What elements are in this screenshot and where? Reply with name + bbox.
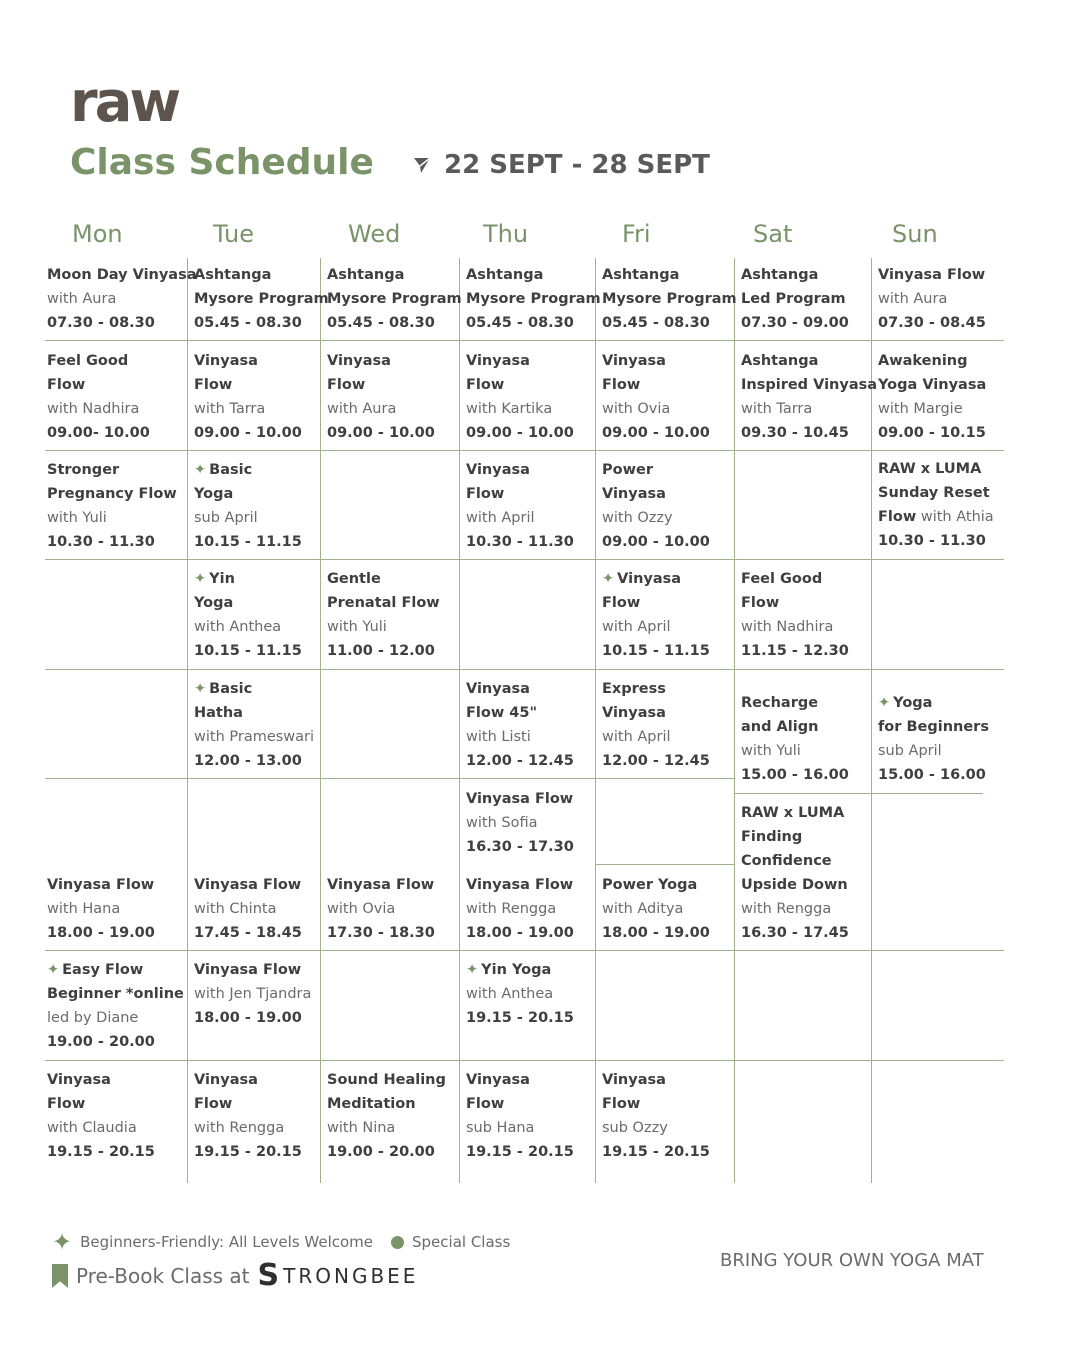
class-title-text: 09.00 - 10.00 (194, 425, 302, 441)
class-cell[interactable] (47, 958, 184, 1054)
class-title-text: 19.15 - 20.15 (602, 1144, 710, 1160)
class-cell[interactable] (327, 873, 435, 945)
instructor-text: with Rengga (741, 901, 832, 917)
class-title-text: Mysore Program (466, 291, 601, 307)
class-title-text: 12.00 - 12.45 (602, 753, 710, 769)
class-cell[interactable] (878, 349, 986, 445)
class-title-text: 10.30 - 11.30 (47, 534, 155, 550)
class-title-text: 10.15 - 11.15 (194, 643, 302, 659)
strongbee-mark-icon: S (257, 1258, 280, 1293)
sparkle-star-icon: ✦ (47, 962, 60, 978)
class-cell[interactable] (602, 263, 737, 335)
date-range-text: 22 SEPT - 28 SEPT (444, 150, 710, 180)
class-cell[interactable] (878, 263, 986, 335)
class-cell[interactable] (194, 958, 311, 1030)
class-cell[interactable] (47, 873, 155, 945)
class-title-text: Vinyasa (466, 681, 530, 697)
class-title-text: Mysore Program (194, 291, 329, 307)
instructor-text: with Nina (327, 1120, 396, 1136)
class-title-text: Flow (466, 377, 505, 393)
instructor-text: with Yuli (47, 510, 107, 526)
row-divider (45, 559, 1004, 560)
legend-special: Special Class (412, 1233, 511, 1251)
instructor-text: with Claudia (47, 1120, 137, 1136)
sparkle-star-icon: ✦ (52, 1228, 73, 1256)
sparkle-star-icon: ✦ (194, 681, 207, 697)
class-title-text: Ashtanga (327, 267, 405, 283)
class-title-text: Sunday Reset (878, 485, 990, 501)
class-title-text: Vinyasa (602, 705, 666, 721)
class-cell[interactable] (741, 567, 849, 663)
class-title-text: Vinyasa (194, 1072, 258, 1088)
class-cell[interactable] (194, 1068, 302, 1164)
instructor-text: with Ovia (602, 401, 671, 417)
class-title-text: Flow (466, 486, 505, 502)
class-title-text: Flow (47, 1096, 86, 1112)
class-title-text: Power Yoga (602, 877, 698, 893)
class-title-text: Vinyasa Flow (466, 877, 574, 893)
class-title-text: Flow (741, 595, 780, 611)
day-wed: Wed (348, 220, 401, 248)
row-divider (45, 950, 1004, 951)
class-cell[interactable] (602, 458, 710, 554)
instructor-text: with Kartika (466, 401, 553, 417)
class-title-text: Yin Yoga (481, 962, 552, 978)
class-cell[interactable] (741, 801, 849, 945)
class-title-text: Led Program (741, 291, 846, 307)
instructor-text: with Anthea (194, 619, 282, 635)
class-cell[interactable] (602, 1068, 710, 1164)
instructor-text: with Tarra (194, 401, 266, 417)
row-divider (45, 450, 1004, 451)
class-cell[interactable] (466, 349, 574, 445)
class-title-text: Yoga (194, 486, 234, 502)
class-title-text: 19.15 - 20.15 (466, 1144, 574, 1160)
column-divider (595, 258, 596, 1183)
class-title-text: Mysore Program (602, 291, 737, 307)
class-title-text: Meditation (327, 1096, 416, 1112)
class-title-text: 18.00 - 19.00 (194, 1010, 302, 1026)
class-cell[interactable] (466, 787, 574, 859)
strongbee-logo[interactable] (257, 1258, 419, 1293)
class-cell[interactable] (194, 349, 302, 445)
row-divider (871, 793, 983, 794)
instructor-text: with Chinta (194, 901, 277, 917)
yoga-mat-note: BRING YOUR OWN YOGA MAT (720, 1250, 984, 1271)
class-title-text: 10.30 - 11.30 (466, 534, 574, 550)
instructor-text: with Anthea (466, 986, 554, 1002)
class-title-text: Flow (602, 1096, 641, 1112)
class-title-text: RAW x LUMA (878, 461, 982, 477)
class-title-text: Basic (209, 681, 253, 697)
instructor-text: with Prameswari (194, 729, 315, 745)
class-title-text: Ashtanga (466, 267, 544, 283)
instructor-text: with Athia (916, 509, 994, 525)
instructor-text: with Ovia (327, 901, 396, 917)
class-cell[interactable] (47, 349, 150, 445)
class-title-text: 12.00 - 13.00 (194, 753, 302, 769)
class-title-text: Flow (47, 377, 86, 393)
class-title-text: Finding (741, 829, 803, 845)
class-title-text: 07.30 - 09.00 (741, 315, 849, 331)
class-cell[interactable] (878, 457, 994, 553)
class-title-text: Vinyasa (602, 353, 666, 369)
day-tue: Tue (213, 220, 254, 248)
instructor-text: with Nadhira (47, 401, 140, 417)
instructor-text: with Yuli (327, 619, 387, 635)
legend-beginners: Beginners-Friendly: All Levels Welcome (80, 1233, 374, 1251)
class-title-text: Vinyasa (466, 353, 530, 369)
class-title-text: Hatha (194, 705, 243, 721)
instructor-text: with Nadhira (741, 619, 834, 635)
class-title-text: Moon Day Vinyasa (47, 267, 197, 283)
class-title-text: 10.15 - 11.15 (602, 643, 710, 659)
class-title-text: Vinyasa (194, 353, 258, 369)
instructor-text: with Aura (327, 401, 397, 417)
class-cell[interactable] (466, 677, 574, 773)
class-title-text: Recharge (741, 695, 819, 711)
class-title-text: 17.30 - 18.30 (327, 925, 435, 941)
instructor-text: sub Ozzy (602, 1120, 668, 1136)
class-title-text: Inspired Vinyasa (741, 377, 878, 393)
class-title-text: 09.00 - 10.00 (602, 534, 710, 550)
class-title-text: Confidence (741, 853, 832, 869)
class-title-text: Ashtanga (741, 267, 819, 283)
class-title-text: Vinyasa (327, 353, 391, 369)
class-title-text: Stronger (47, 462, 120, 478)
class-title-text: Yoga (893, 695, 933, 711)
class-title-text: and Align (741, 719, 819, 735)
class-title-text: Flow (194, 377, 233, 393)
class-title-text: 07.30 - 08.30 (47, 315, 155, 331)
instructor-text: with Sofia (466, 815, 538, 831)
class-title-text: 19.15 - 20.15 (466, 1010, 574, 1026)
class-cell[interactable] (602, 677, 710, 773)
class-title-text: 09.00- 10.00 (47, 425, 150, 441)
prebook-row (52, 1258, 419, 1293)
class-title-text: 09.00 - 10.00 (327, 425, 435, 441)
class-cell[interactable] (327, 349, 435, 445)
sparkle-star-icon: ✦ (878, 695, 891, 711)
instructor-text: with Yuli (741, 743, 801, 759)
class-title-text: Ashtanga (194, 267, 272, 283)
class-cell[interactable] (466, 1068, 574, 1164)
class-cell[interactable] (327, 567, 440, 663)
special-class-dot-icon (391, 1236, 404, 1249)
instructor-text: with Rengga (194, 1120, 285, 1136)
class-cell[interactable] (602, 873, 710, 945)
instructor-text: sub April (878, 743, 942, 759)
class-title-text: Ashtanga (602, 267, 680, 283)
class-cell[interactable] (47, 1068, 155, 1164)
instructor-text: with April (602, 619, 671, 635)
class-title-text: Vinyasa (602, 486, 666, 502)
class-title-text: Flow 45" (466, 705, 538, 721)
class-title-text: Yoga (194, 595, 234, 611)
class-title-text: Vinyasa Flow (466, 791, 574, 807)
class-title-text: Basic (209, 462, 253, 478)
class-title-text: Gentle (327, 571, 381, 587)
class-title-text: Vinyasa (47, 1072, 111, 1088)
day-sun: Sun (892, 220, 938, 248)
class-title-text: Flow (878, 509, 917, 525)
class-title-text: 09.00 - 10.15 (878, 425, 986, 441)
class-cell[interactable] (194, 873, 302, 945)
class-cell[interactable] (878, 691, 989, 787)
class-title-text: 11.00 - 12.00 (327, 643, 435, 659)
class-cell[interactable] (466, 458, 574, 554)
class-title-text: Yoga Vinyasa (878, 377, 987, 393)
class-title-text: 11.15 - 12.30 (741, 643, 849, 659)
class-title-text: 17.45 - 18.45 (194, 925, 302, 941)
class-cell[interactable] (466, 873, 574, 945)
class-cell[interactable] (47, 458, 177, 554)
row-divider (45, 669, 1004, 670)
class-title-text: 18.00 - 19.00 (466, 925, 574, 941)
class-title-text: 05.45 - 08.30 (466, 315, 574, 331)
class-title-text: 19.15 - 20.15 (47, 1144, 155, 1160)
row-divider (734, 793, 871, 794)
class-title-text: Express (602, 681, 666, 697)
class-title-text: Vinyasa Flow (878, 267, 986, 283)
class-title-text: Flow (194, 1096, 233, 1112)
bookmark-icon (52, 1264, 68, 1288)
class-title-text: 19.15 - 20.15 (194, 1144, 302, 1160)
class-title-text: Mysore Program (327, 291, 462, 307)
sparkle-star-icon: ✦ (194, 571, 207, 587)
column-divider (459, 258, 460, 1183)
class-title-text: Beginner *online (47, 986, 184, 1002)
instructor-text: led by Diane (47, 1010, 139, 1026)
instructor-text: with Rengga (466, 901, 557, 917)
class-title-text: 19.00 - 20.00 (47, 1034, 155, 1050)
class-cell[interactable] (741, 349, 877, 445)
class-title-text: Easy Flow (62, 962, 144, 978)
sparkle-star-icon: ✦ (466, 962, 479, 978)
class-title-text: Ashtanga (741, 353, 819, 369)
class-title-text: Flow (327, 377, 366, 393)
class-title-text: 09.30 - 10.45 (741, 425, 849, 441)
instructor-text: sub Hana (466, 1120, 535, 1136)
class-cell[interactable] (466, 263, 601, 335)
page-title: Class Schedule (70, 142, 374, 183)
day-thu: Thu (483, 220, 529, 248)
class-title-text: for Beginners (878, 719, 989, 735)
instructor-text: with Aura (47, 291, 117, 307)
class-title-text: 09.00 - 10.00 (602, 425, 710, 441)
class-cell[interactable] (602, 349, 710, 445)
class-title-text: Yin (209, 571, 235, 587)
class-title-text: Flow (602, 377, 641, 393)
raw-logo: raw (70, 70, 179, 135)
class-title-text: Upside Down (741, 877, 848, 893)
instructor-text: with Aura (878, 291, 948, 307)
class-title-text: Vinyasa (602, 1072, 666, 1088)
class-title-text: 15.00 - 16.00 (878, 767, 986, 783)
class-title-text: 16.30 - 17.30 (466, 839, 574, 855)
class-title-text: Vinyasa Flow (194, 962, 302, 978)
class-cell[interactable] (602, 567, 710, 663)
class-title-text: 15.00 - 16.00 (741, 767, 849, 783)
instructor-text: with Ozzy (602, 510, 673, 526)
class-title-text: Prenatal Flow (327, 595, 440, 611)
column-divider (734, 258, 735, 1183)
class-title-text: Pregnancy Flow (47, 486, 177, 502)
instructor-text: with Listi (466, 729, 531, 745)
day-fri: Fri (622, 220, 651, 248)
class-title-text: 16.30 - 17.45 (741, 925, 849, 941)
instructor-text: with April (466, 510, 535, 526)
instructor-text: with Aditya (602, 901, 684, 917)
row-divider (45, 340, 1004, 341)
class-cell[interactable] (741, 691, 849, 787)
strongbee-text: TRONGBEE (283, 1264, 419, 1288)
row-divider (45, 778, 734, 779)
class-title-text: 05.45 - 08.30 (327, 315, 435, 331)
class-title-text: 05.45 - 08.30 (194, 315, 302, 331)
class-cell[interactable] (194, 263, 329, 335)
class-cell[interactable] (741, 263, 849, 335)
class-title-text: Feel Good (741, 571, 823, 587)
class-title-text: Vinyasa (466, 462, 530, 478)
class-title-text: Feel Good (47, 353, 129, 369)
instructor-text: with Tarra (741, 401, 813, 417)
class-title-text: 18.00 - 19.00 (602, 925, 710, 941)
sparkle-star-icon: ✦ (602, 571, 615, 587)
class-title-text: 05.45 - 08.30 (602, 315, 710, 331)
class-cell[interactable] (194, 567, 302, 663)
class-title-text: 10.15 - 11.15 (194, 534, 302, 550)
instructor-text: with Hana (47, 901, 121, 917)
prebook-label: Pre-Book Class at (76, 1264, 250, 1288)
column-divider (320, 258, 321, 1183)
legend (52, 1228, 511, 1256)
class-title-text: Vinyasa Flow (327, 877, 435, 893)
class-cell[interactable] (327, 263, 462, 335)
class-title-text: 10.30 - 11.30 (878, 533, 986, 549)
class-title-text: 19.00 - 20.00 (327, 1144, 435, 1160)
class-title-text: Awakening (878, 353, 968, 369)
day-mon: Mon (72, 220, 123, 248)
class-title-text: 07.30 - 08.45 (878, 315, 986, 331)
instructor-text: with Jen Tjandra (194, 986, 312, 1002)
class-title-text: Flow (602, 595, 641, 611)
instructor-text: sub April (194, 510, 258, 526)
class-title-text: 09.00 - 10.00 (466, 425, 574, 441)
class-title-text: RAW x LUMA (741, 805, 845, 821)
class-title-text: Sound Healing (327, 1072, 446, 1088)
class-title-text: Vinyasa Flow (47, 877, 155, 893)
class-cell[interactable] (327, 1068, 446, 1164)
class-title-text: Vinyasa Flow (194, 877, 302, 893)
row-divider (45, 1060, 1004, 1061)
class-title-text: Vinyasa (617, 571, 682, 587)
instructor-text: with Margie (878, 401, 963, 417)
sparkle-star-icon: ✦ (194, 462, 207, 478)
class-title-text: Flow (466, 1096, 505, 1112)
class-title-text: Power (602, 462, 653, 478)
class-cell[interactable] (194, 458, 302, 554)
row-divider (595, 864, 734, 865)
class-cell[interactable] (466, 958, 574, 1030)
instructor-text: with April (602, 729, 671, 745)
day-sat: Sat (753, 220, 793, 248)
class-title-text: Vinyasa (466, 1072, 530, 1088)
class-title-text: 18.00 - 19.00 (47, 925, 155, 941)
class-cell[interactable] (194, 677, 314, 773)
class-cell[interactable] (47, 263, 197, 335)
class-title-text: 12.00 - 12.45 (466, 753, 574, 769)
column-divider (187, 258, 188, 1183)
